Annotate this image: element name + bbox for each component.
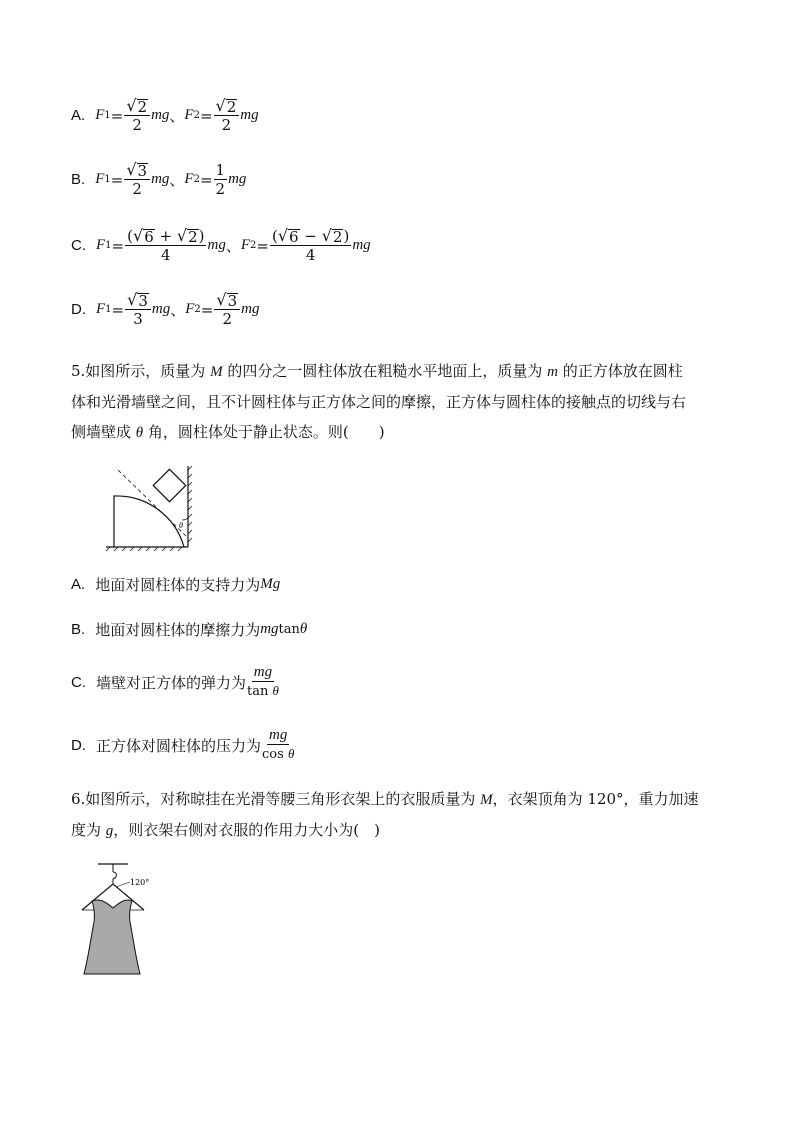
q5-line-3: 侧墙壁成 θ 角，圆柱体处于静止状态。则( )	[71, 423, 385, 441]
q5-option-a: A. 地面对圆柱体的支持力为 Mg	[71, 576, 281, 594]
option-label: A.	[71, 107, 86, 124]
fraction: √ 3 3	[125, 292, 151, 327]
fraction: $\frac{mg}{\text{cos θ}}$	[262, 727, 295, 762]
q5-option-b: B. 地面对圆柱体的摩擦力为 mg tan θ	[71, 621, 308, 639]
fraction: √ 2 2	[214, 98, 240, 133]
fraction: $\frac{mg}{\text{tan θ}}$	[247, 664, 279, 699]
q5-option-d: D. 正方体对圆柱体的压力为 $\frac{mg}{\text{cos θ}}$	[71, 727, 295, 762]
q5-stem	[71, 356, 731, 448]
q6-stem	[71, 784, 731, 846]
option-label: C.	[71, 237, 86, 254]
fraction: √ 3 2	[124, 162, 150, 197]
fraction: ( √ 6 − √ 2 ) 4	[271, 226, 350, 264]
q5-option-c: C. 墙壁对正方体的弹力为 $\frac{mg}{\text{tan θ}}$	[71, 664, 279, 699]
fraction: ( √ 6 + √ 2 ) 4	[127, 226, 205, 264]
option-label: B.	[71, 171, 86, 188]
q4-option-c: C. F 1 = ( √ 6 + √ 2 ) 4 mg 、 F 2 = ( √ 6 − √ 2 ) 4 mg	[71, 226, 371, 264]
q4-option-b: B. F 1 = √ 3 2 mg 、 F 2 = $\frac{1}{2}$ mg	[71, 160, 247, 198]
q4-option-d: D. F 1 = √ 3 3 mg 、 F 2 = √ 3 2 mg	[71, 290, 260, 328]
q6-line-1: 6.如图所示，对称晾挂在光滑等腰三角形衣架上的衣服质量为 M，衣架顶角为 120°，重力加速	[71, 790, 699, 808]
q4-option-a: A. F 1 = √ 2 2 mg 、 F 2 = √ 2 2 mg	[71, 96, 259, 134]
q6-line-2: 度为 g，则衣架右侧对衣服的作用力大小为( )	[71, 821, 380, 839]
q5-line-1: 5.如图所示，质量为 M 的四分之一圆柱体放在粗糙水平地面上，质量为 m 的正方体放在圆柱	[71, 362, 683, 380]
fraction: √ 2 2	[124, 98, 150, 133]
fraction: √ 3 2	[214, 292, 240, 327]
svg-text:120°: 120°	[130, 878, 150, 887]
q6-figure-hanger-shirt	[72, 862, 172, 978]
option-label: D.	[71, 301, 86, 318]
q5-figure-cylinder-cube	[100, 462, 200, 550]
q5-line-2: 体和光滑墙壁之间，且不计圆柱体与正方体之间的摩擦，正方体与圆柱体的接触点的切线与右	[71, 393, 687, 411]
svg-text:θ: θ	[179, 521, 183, 530]
fraction: $\frac{1}{2}$	[215, 161, 226, 198]
